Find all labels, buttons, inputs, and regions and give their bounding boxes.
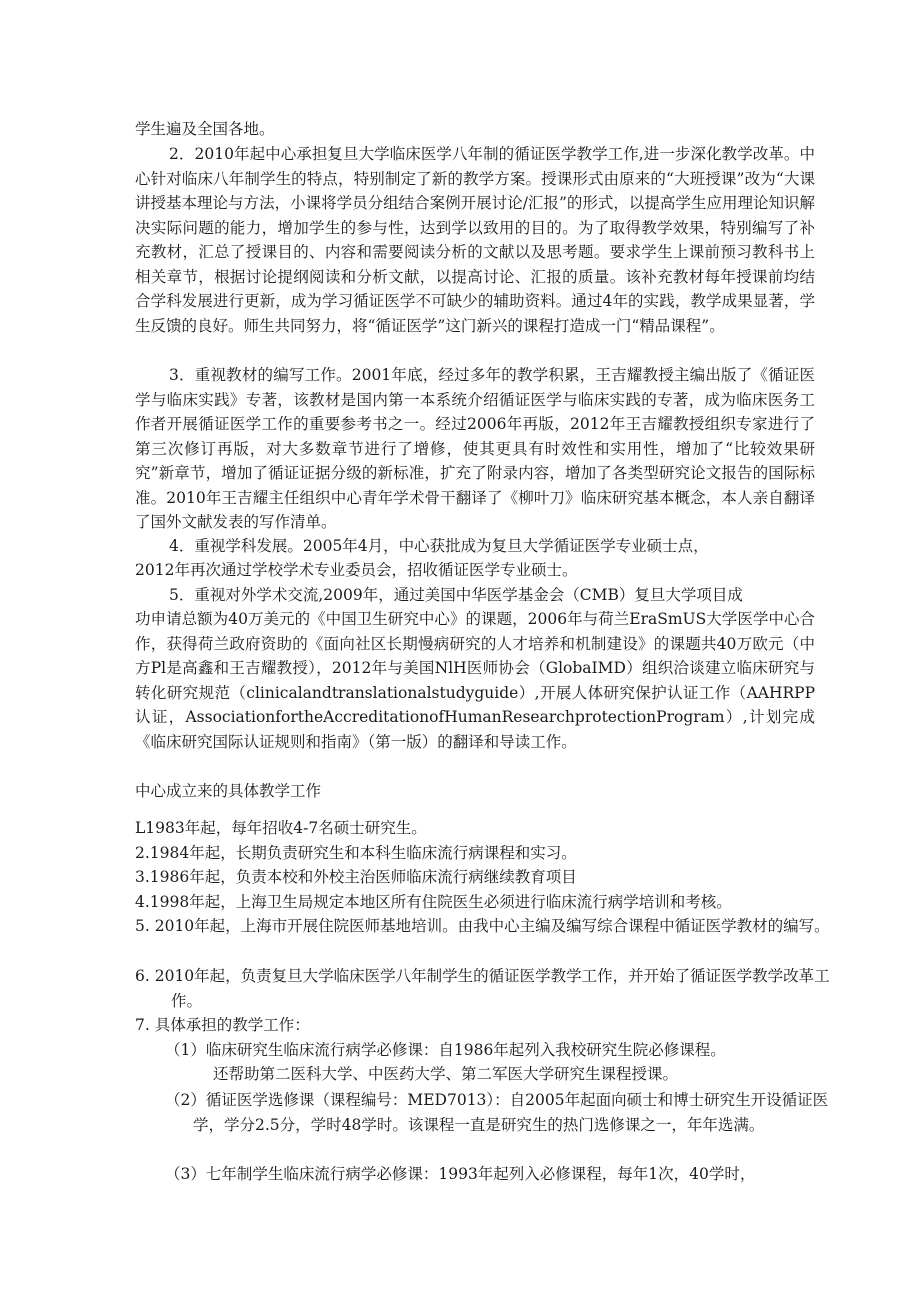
sublist-item-1-continuation: 还帮助第二医科大学、中医药大学、第二军医大学研究生课程授课。 [213, 1065, 679, 1083]
sublist-item-3: （3）七年制学生临床流行病学必修课：1993年起列入必修课程，每年1次，40学时， [165, 1165, 756, 1183]
section-title: 中心成立来的具体教学工作 [135, 782, 322, 800]
list-item-3: 3.1986年起，负责本校和外校主治医师临床流行病继续教育项目 [135, 868, 577, 886]
list-item-5: 5. 2010年起，上海市开展住院医师基地培训。由我中心主编及编写综合课程中循证医学教材的编写。 [135, 917, 830, 935]
list-item-7: 7. 具体承担的教学工作： [135, 1016, 310, 1034]
list-item-6: 6. 2010年起，负责复旦大学临床医学八年制学生的循证医学教学工作，并开始了循证医学教学改革工作。 [135, 967, 830, 1010]
paragraph-item-4-line2: 2012年再次通过学校学术专业委员会，招收循证医学专业硕士。 [135, 561, 578, 579]
list-item-1: L1983年起，每年招收4-7名硕士研究生。 [135, 819, 427, 837]
sublist-item-2: （2）循证医学选修课（课程编号：MED7013）：自2005年起面向硕士和博士研究生开设循证医学，学分2.5分，学时48学时。该课程一直是研究生的热门选修课之一，年年选满。 [165, 1091, 829, 1134]
list-item-2: 2.1984年起，长期负责研究生和本科生临床流行病课程和实习。 [135, 844, 577, 862]
list-item-4: 4.1998年起，上海卫生局规定本地区所有住院医生必须进行临床流行病学培训和考核。 [135, 893, 732, 911]
paragraph-item-5-body: 功申请总额为40万美元的《中国卫生研究中心》的课题，2006年与荷兰EraSmUS大学医学中心合作，获得荷兰政府资助的《面向社区长期慢病研究的人才培养和机制建设》的课题共40万欧元（中方Pl是高鑫和王吉耀教授），2012年与美国NlH医师协会（GlobaIMD）组织洽谈建立临床研究与转化研究规范（clinicalandtranslationalstudyguide）,开展人体研究保护认证工作（AAHRPP认证，AssociationfortheAccreditationofHumanResearchprotectionProgram）,计划完成《临床研究国际认证规则和指南》（第一版）的翻译和导读工作。 [135, 610, 815, 751]
paragraph-item-5-line1: 5．重视对外学术交流,2009年，通过美国中华医学基金会（CMB）复旦大学项目成 [169, 586, 743, 604]
sublist-item-1: （1）临床研究生临床流行病学必修课：自1986年起列入我校研究生院必修课程。 [165, 1041, 726, 1059]
paragraph-continuation: 学生遍及全国各地。 [135, 120, 275, 138]
paragraph-item-4-line1: 4．重视学科发展。2005年4月，中心获批成为复旦大学循证医学专业硕士点， [169, 537, 709, 555]
paragraph-item-3: 3．重视教材的编写工作。2001年底，经过多年的教学积累，王吉耀教授主编出版了《循证医学与临床实践》专著，该教材是国内第一本系统介绍循证医学与临床实践的专著，成为临床医务工作者开展循证医学工作的重要参考书之一。经过2006年再版，2012年王吉耀教授组织专家进行了第三次修订再版，对大多数章节进行了增修，使其更具有时效性和实用性，增加了“比较效果研究”新章节，增加了循证证据分级的新标准，扩充了附录内容，增加了各类型研究论文报告的国际标准。2010年王吉耀主任组织中心青年学术骨干翻译了《柳叶刀》临床研究基本概念，本人亲自翻译了国外文献发表的写作清单。 [135, 366, 815, 531]
paragraph-item-2: 2．2010年起中心承担复旦大学临床医学八年制的循证医学教学工作,进一步深化教学改革。中心针对临床八年制学生的特点，特别制定了新的教学方案。授课形式由原来的“大班授课”改为“大课讲授基本理论与方法，小课将学员分组结合案例开展讨论/汇报”的形式，以提高学生应用理论知识解决实际问题的能力，增加学生的参与性，达到学以致用的目的。为了取得教学效果，特别编写了补充教材，汇总了授课目的、内容和需要阅读分析的文献以及思考题。要求学生上课前预习教科书上相关章节，根据讨论提纲阅读和分析文献，以提高讨论、汇报的质量。该补充教材每年授课前均结合学科发展进行更新，成为学习循证医学不可缺少的辅助资料。通过4年的实践，教学成果显著，学生反馈的良好。师生共同努力，将“循证医学”这门新兴的课程打造成一门“精品课程”。 [135, 145, 815, 335]
